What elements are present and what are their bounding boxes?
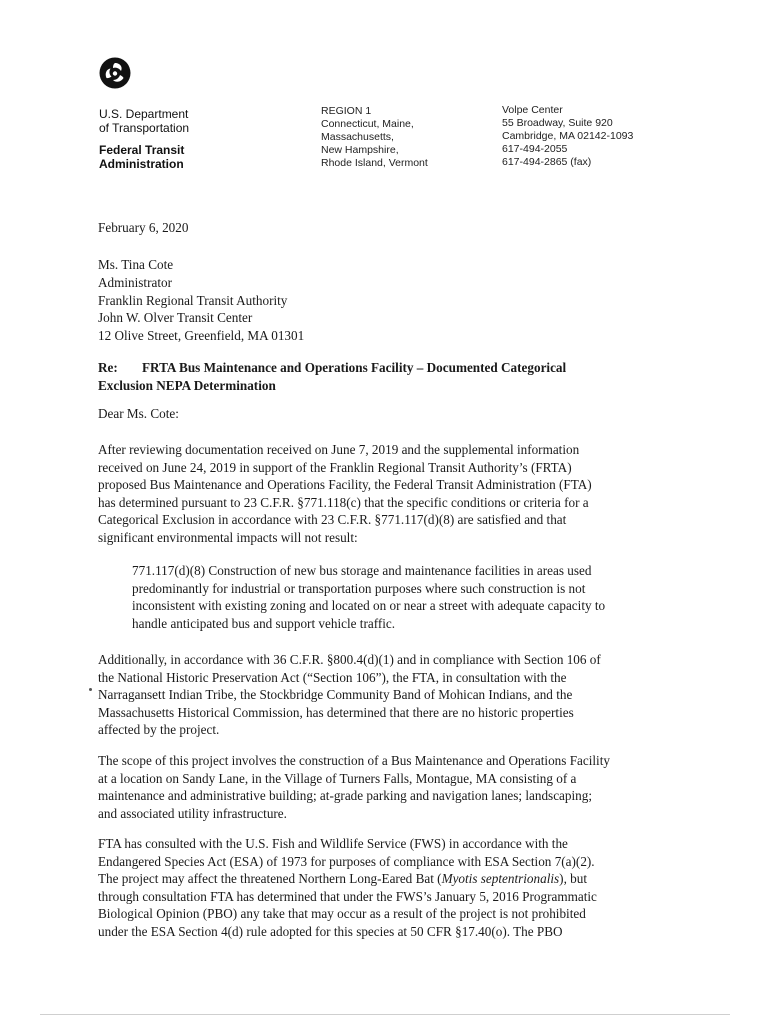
- p4-text: The project may affect the threatened Northern Long-Eared Bat (: [98, 871, 442, 887]
- scan-mark: [89, 688, 92, 691]
- recipient-name: Ms. Tina Cote: [98, 257, 174, 272]
- office-address-block: [502, 104, 633, 169]
- fta-line-2: Administration: [99, 157, 184, 171]
- recipient-title: Administrator: [98, 274, 172, 290]
- dot-line-2: of Transportation: [99, 121, 190, 135]
- recipient-address: [98, 256, 678, 345]
- dot-agency-name: [99, 107, 189, 171]
- p3-line: maintenance and administrative building; at-grade parking and navigation lanes; landscaping;: [98, 788, 593, 804]
- recipient-building: John W. Olver Transit Center: [98, 310, 253, 326]
- p1-line: proposed Bus Maintenance and Operations Facility, the Federal Transit Administration (FTA): [98, 477, 592, 493]
- office-fax: 617-494-2865 (fax): [502, 156, 592, 168]
- recipient-org: Franklin Regional Transit Authority: [98, 292, 288, 308]
- dot-line-1: U.S. Department: [99, 107, 189, 121]
- p1-line: received on June 24, 2019 in support of the Franklin Regional Transit Authority’s (FRTA): [98, 459, 572, 475]
- regulation-quote: [132, 562, 662, 632]
- p3-line: at a location on Sandy Lane, in the Village of Turners Falls, Montague, MA consisting of a: [98, 770, 577, 786]
- p1-line: significant environmental impacts will not result:: [98, 529, 358, 545]
- page-bottom-rule: [40, 1014, 730, 1015]
- p2-line: Additionally, in accordance with 36 C.F.R. §800.4(d)(1) and in compliance with Section 106 of: [98, 652, 601, 667]
- region-line-5: Rhode Island, Vermont: [321, 157, 428, 169]
- p2-line: the National Historic Preservation Act (“Section 106”), the FTA, in consultation with the: [98, 669, 567, 685]
- paragraph-esa-consultation: [98, 835, 678, 941]
- p4-line: through consultation FTA has determined that under the FWS’s January 5, 2016 Programmatic: [98, 888, 597, 904]
- p4-line: under the ESA Section 4(d) rule adopted for this species at 50 CFR §17.40(o). The PBO: [98, 923, 563, 939]
- p4-line: Endangered Species Act (ESA) of 1973 for purposes of compliance with ESA Section 7(a)(2).: [98, 853, 595, 869]
- office-line-2: 55 Broadway, Suite 920: [502, 117, 613, 129]
- quote-line: handle anticipated bus and support vehicle traffic.: [132, 615, 396, 631]
- paragraph-determination: [98, 441, 678, 547]
- paragraph-project-scope: [98, 752, 678, 822]
- p2-line: Narragansett Indian Tribe, the Stockbridge Community Band of Mohican Indians, and the: [98, 687, 573, 703]
- p4-text: ), but: [559, 871, 588, 887]
- p2-line: affected by the project.: [98, 722, 220, 738]
- dot-tri-swirl-logo: [99, 57, 131, 89]
- p2-line: Massachusetts Historical Commission, has determined that there are no historic properties: [98, 704, 574, 720]
- subject-label: Re:: [98, 360, 118, 375]
- office-phone: 617-494-2055: [502, 143, 568, 155]
- p1-line: After reviewing documentation received on June 7, 2019 and the supplemental information: [98, 442, 580, 457]
- paragraph-section-106: [98, 651, 678, 739]
- region-line-1: REGION 1: [321, 105, 372, 117]
- region-line-3: Massachusetts,: [321, 131, 394, 143]
- region-line-2: Connecticut, Maine,: [321, 118, 414, 130]
- letter-date: February 6, 2020: [98, 220, 189, 235]
- region-line-4: New Hampshire,: [321, 144, 399, 156]
- p3-line: The scope of this project involves the construction of a Bus Maintenance and Operations Facility: [98, 753, 610, 768]
- species-name: Myotis septentrionalis: [441, 871, 560, 887]
- office-line-1: Volpe Center: [502, 104, 563, 116]
- subject-line-1: FRTA Bus Maintenance and Operations Facility – Documented Categorical: [142, 360, 567, 375]
- quote-line: inconsistent with existing zoning and located on or near a street with adequate capacity to: [132, 598, 606, 614]
- region-block: [321, 105, 428, 170]
- p4-line: [98, 870, 678, 888]
- fta-line-1: Federal Transit: [99, 143, 185, 157]
- p4-line: FTA has consulted with the U.S. Fish and Wildlife Service (FWS) in accordance with the: [98, 836, 568, 851]
- p1-line: Categorical Exclusion in accordance with 23 C.F.R. §771.117(d)(8) are satisfied and that: [98, 512, 567, 528]
- subject-line: [98, 359, 678, 394]
- subject-line-2: Exclusion NEPA Determination: [98, 377, 276, 393]
- office-line-3: Cambridge, MA 02142-1093: [502, 130, 634, 142]
- salutation: Dear Ms. Cote:: [98, 406, 179, 421]
- p1-line: has determined pursuant to 23 C.F.R. §771.118(c) that the specific conditions or criteria for a: [98, 494, 589, 510]
- recipient-street: 12 Olive Street, Greenfield, MA 01301: [98, 328, 305, 344]
- p3-line: and associated utility infrastructure.: [98, 805, 287, 821]
- p4-line: Biological Opinion (PBO) any take that may occur as a result of the project is not prohibited: [98, 906, 586, 922]
- quote-line: predominantly for industrial or transportation purposes where such construction is not: [132, 580, 586, 596]
- quote-line: 771.117(d)(8) Construction of new bus storage and maintenance facilities in areas used: [132, 563, 592, 578]
